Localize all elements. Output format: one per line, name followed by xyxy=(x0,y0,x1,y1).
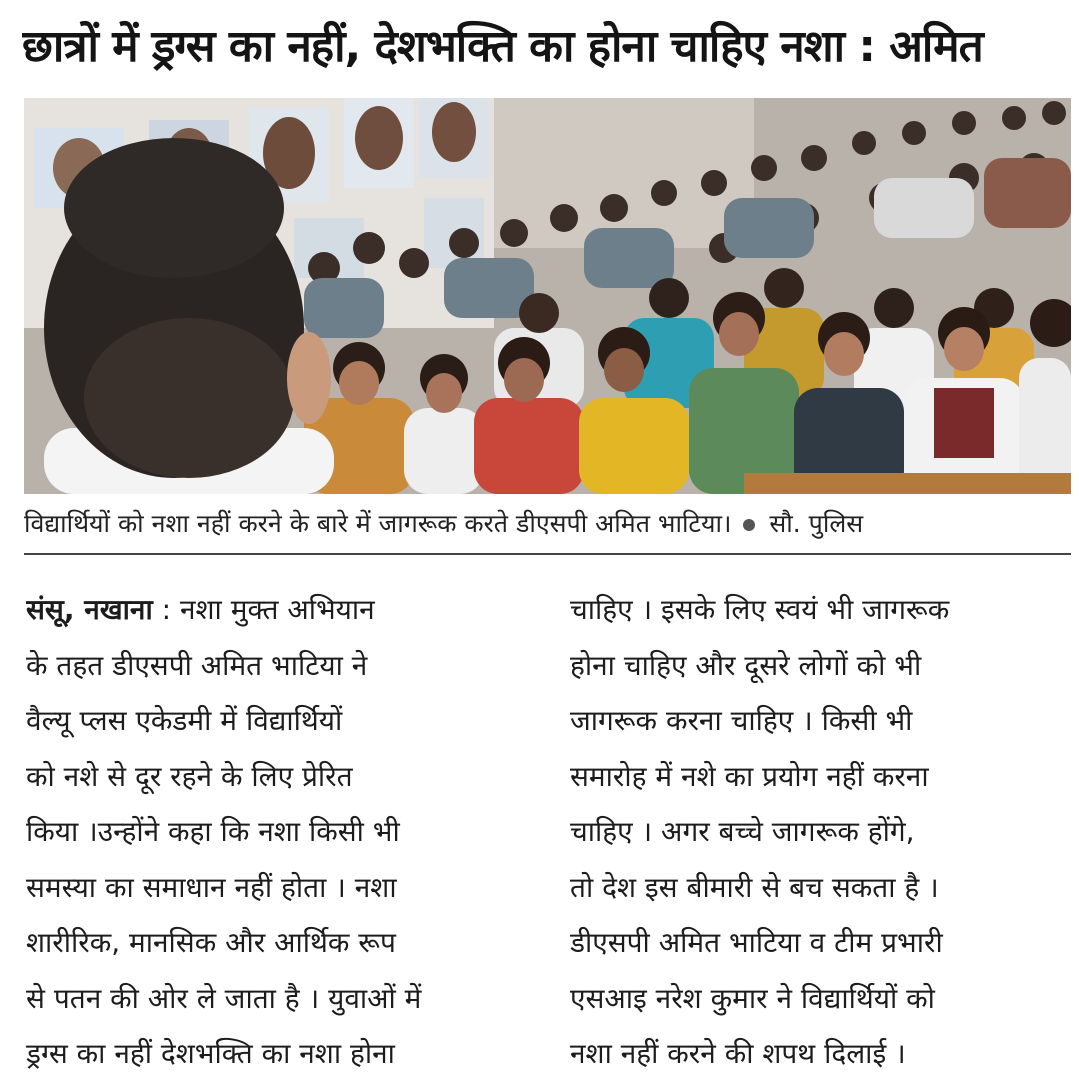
headline: छात्रों में ड्रग्स का नहीं, देशभक्ति का होना चाहिए नशा : अमित xyxy=(22,21,983,72)
article-line: ड्रग्स का नहीं देशभक्ति का नशा होना xyxy=(26,1037,395,1070)
article-line: चाहिए । इसके लिए स्वयं भी जागरूक xyxy=(570,593,950,626)
article-line: संसू, नखाना : नशा मुक्त अभियान xyxy=(26,593,375,626)
article-line: चाहिए । अगर बच्चे जागरूक होंगे, xyxy=(570,815,915,848)
article-column-right xyxy=(570,582,1065,1082)
article-line: शारीरिक, मानसिक और आर्थिक रूप xyxy=(26,926,396,959)
photo-caption xyxy=(24,502,1071,546)
article-line: तो देश इस बीमारी से बच सकता है । xyxy=(570,870,939,904)
caption-text: विद्यार्थियों को नशा नहीं करने के बारे में जागरूक करते डीएसपी अमित भाटिया। xyxy=(24,509,732,538)
photo-credit: सौ. पुलिस xyxy=(769,509,864,538)
article-line: किया ।उन्होंने कहा कि नशा किसी भी xyxy=(26,815,400,848)
article-line: समारोह में नशे का प्रयोग नहीं करना xyxy=(570,759,929,793)
article-photo xyxy=(24,98,1071,494)
article-line: समस्या का समाधान नहीं होता । नशा xyxy=(26,870,397,904)
classroom-photo-illustration xyxy=(24,98,1071,494)
article-line: जागरूक करना चाहिए । किसी भी xyxy=(570,704,913,737)
article-line: एसआइ नरेश कुमार ने विद्यार्थियों को xyxy=(570,981,935,1015)
article-line: डीएसपी अमित भाटिया व टीम प्रभारी xyxy=(570,926,943,959)
article-column-left xyxy=(26,582,526,1082)
article-line: के तहत डीएसपी अमित भाटिया ने xyxy=(26,648,368,682)
dateline: संसू, नखाना xyxy=(26,593,153,626)
article-line: वैल्यू प्लस एकेडमी में विद्यार्थियों xyxy=(26,704,343,737)
divider xyxy=(24,553,1071,555)
article-line: को नशे से दूर रहने के लिए प्रेरित xyxy=(26,759,353,793)
article-line: होना चाहिए और दूसरे लोगों को भी xyxy=(570,648,922,682)
bullet-icon xyxy=(743,519,755,531)
article-line: से पतन की ओर ले जाता है । युवाओं में xyxy=(26,981,422,1015)
article-line: नशा नहीं करने की शपथ दिलाई । xyxy=(570,1037,906,1070)
